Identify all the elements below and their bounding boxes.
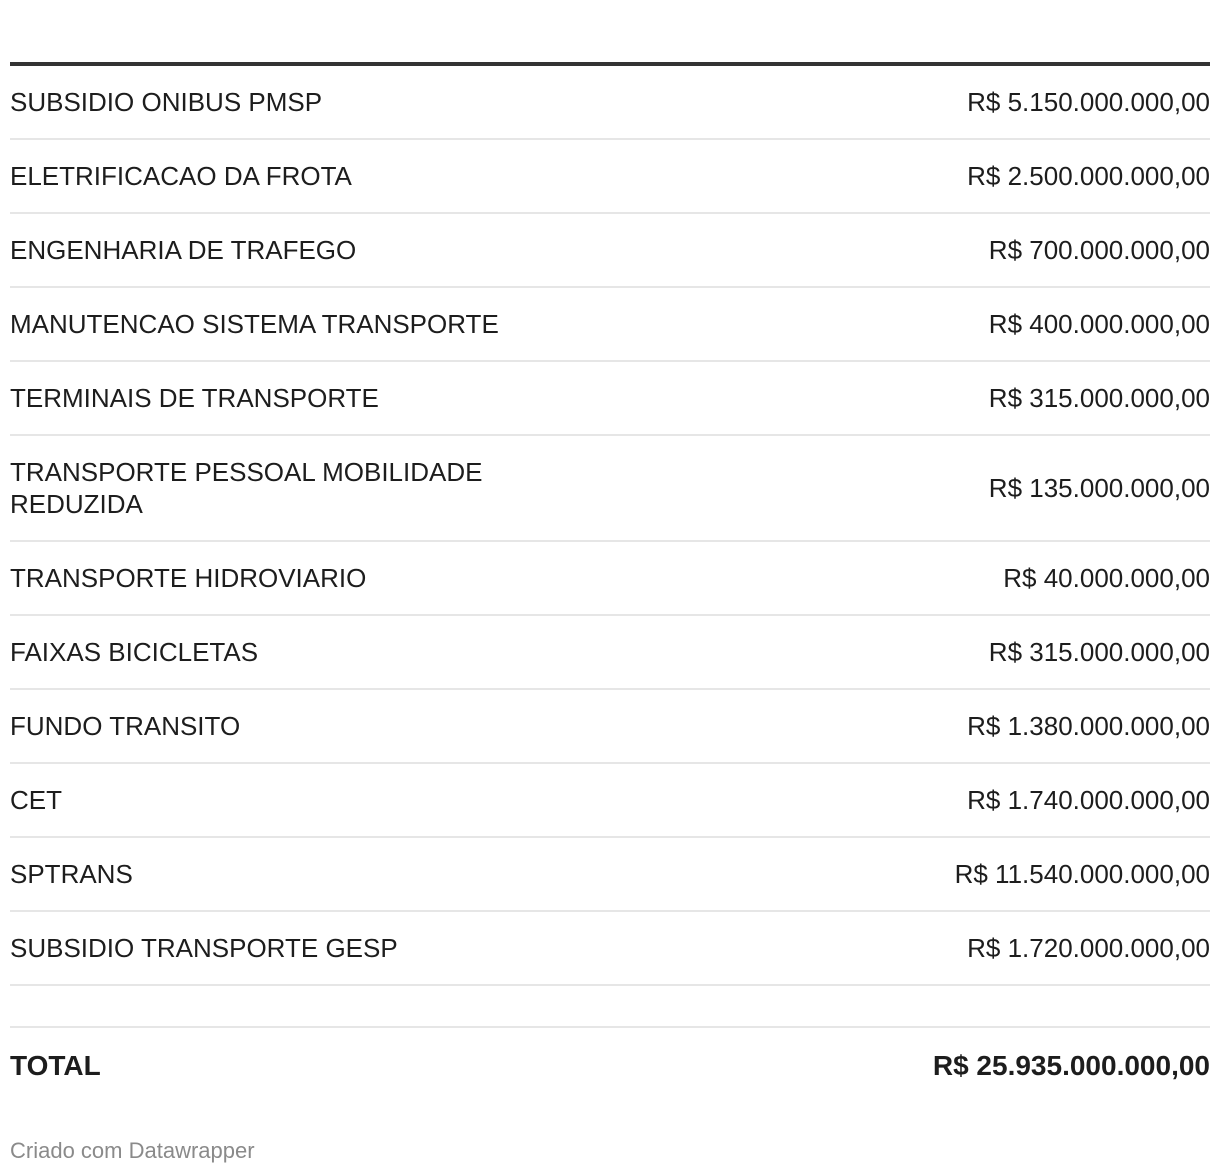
row-label: SPTRANS	[10, 859, 133, 889]
row-label: TRANSPORTE PESSOAL MOBILIDADE REDUZIDA	[10, 457, 483, 519]
row-value: R$ 40.000.000,00	[1003, 563, 1210, 593]
table-row	[10, 764, 1210, 838]
table-row	[10, 288, 1210, 362]
table-row	[10, 140, 1210, 214]
table-row	[10, 436, 1210, 542]
row-label: SUBSIDIO ONIBUS PMSP	[10, 87, 323, 117]
row-label: FUNDO TRANSITO	[10, 711, 241, 741]
table-row	[10, 838, 1210, 912]
budget-table	[10, 62, 1210, 1104]
empty-row	[10, 986, 1210, 1028]
total-label: TOTAL	[10, 1050, 101, 1081]
row-label: MANUTENCAO SISTEMA TRANSPORTE	[10, 309, 499, 339]
row-value: R$ 1.740.000.000,00	[967, 785, 1210, 815]
total-value: R$ 25.935.000.000,00	[932, 1050, 1210, 1081]
table-row	[10, 66, 1210, 140]
datawrapper-credit: Criado com Datawrapper	[10, 1138, 255, 1163]
total-row	[10, 1028, 1210, 1104]
row-value: R$ 315.000.000,00	[988, 637, 1210, 667]
row-value: R$ 400.000.000,00	[988, 309, 1210, 339]
row-value: R$ 1.380.000.000,00	[967, 711, 1210, 741]
row-value: R$ 1.720.000.000,00	[967, 933, 1210, 963]
row-value: R$ 2.500.000.000,00	[967, 161, 1210, 191]
row-label: FAIXAS BICICLETAS	[10, 637, 259, 667]
row-label: TERMINAIS DE TRANSPORTE	[10, 383, 379, 413]
row-label: ENGENHARIA DE TRAFEGO	[10, 235, 357, 265]
row-value: R$ 11.540.000.000,00	[954, 859, 1210, 889]
row-label: TRANSPORTE HIDROVIARIO	[10, 563, 367, 593]
row-label: ELETRIFICACAO DA FROTA	[10, 161, 352, 191]
table-row	[10, 912, 1210, 986]
table-row	[10, 690, 1210, 764]
row-value: R$ 5.150.000.000,00	[967, 87, 1210, 117]
row-label: SUBSIDIO TRANSPORTE GESP	[10, 933, 398, 963]
row-value: R$ 315.000.000,00	[988, 383, 1210, 413]
row-label: CET	[10, 785, 62, 815]
table-row	[10, 362, 1210, 436]
table-row	[10, 214, 1210, 288]
table-row	[10, 542, 1210, 616]
row-value: R$ 700.000.000,00	[988, 235, 1210, 265]
row-value: R$ 135.000.000,00	[988, 473, 1210, 503]
table-row	[10, 616, 1210, 690]
